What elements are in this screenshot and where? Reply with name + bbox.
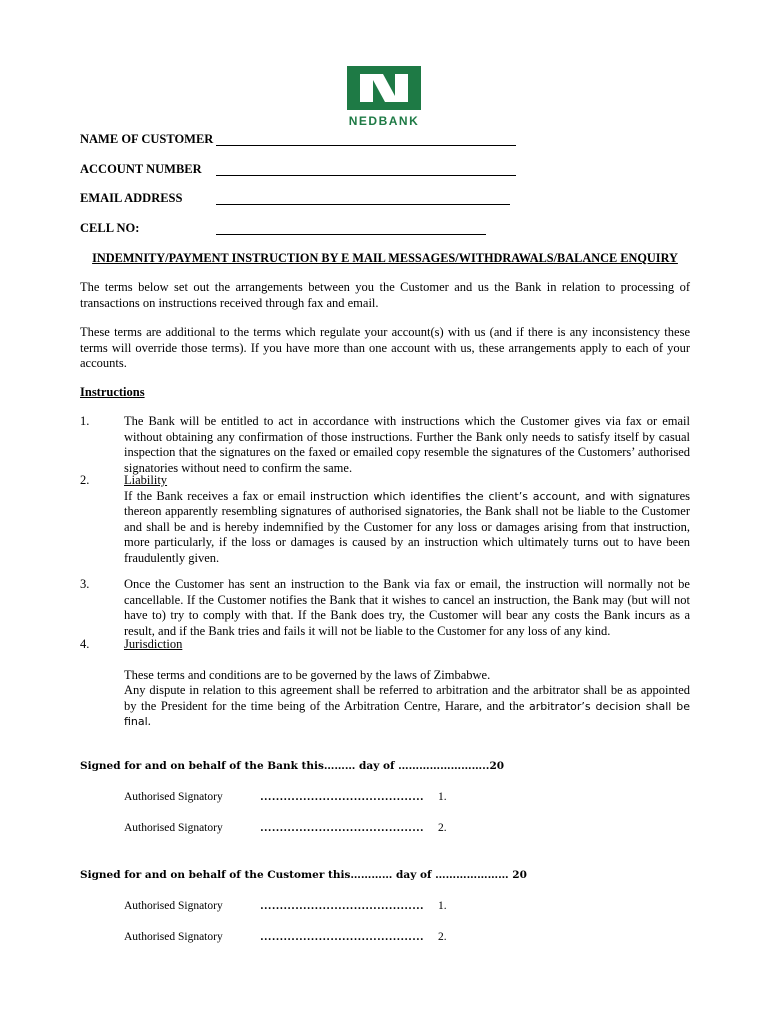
cell-no-field bbox=[80, 221, 216, 236]
signatory-number: 2. bbox=[438, 822, 447, 834]
logo-text: NEDBANK bbox=[348, 114, 420, 128]
jurisdiction-text-2c: . bbox=[147, 714, 151, 728]
bank-signed-line: Signed for and on behalf of the Bank this……… day of ……………………..20 bbox=[80, 760, 505, 772]
signature-line[interactable]: …………………………………… bbox=[260, 931, 424, 943]
signature-line[interactable]: …………………………………… bbox=[260, 900, 424, 912]
liability-text bbox=[124, 489, 690, 567]
jurisdiction-text-1: These terms and conditions are to be governed by the laws of Zimbabwe. bbox=[124, 667, 491, 682]
liability-text-b: instruction which identifies the client’s account, and with s bbox=[309, 489, 645, 503]
jurisdiction-title: Jurisdiction bbox=[124, 637, 183, 651]
field-label: EMAIL ADDRESS bbox=[80, 191, 183, 205]
bank-signatory-row-2 bbox=[124, 822, 447, 834]
jurisdiction-text-2b: arbitrator’s decision shall be final bbox=[124, 699, 691, 728]
item-number: 3. bbox=[80, 577, 90, 591]
instructions-heading: Instructions bbox=[80, 385, 145, 399]
signatory-number: 1. bbox=[438, 900, 447, 912]
customer-signed-line: Signed for and on behalf of the Customer this………… day of ………………… 20 bbox=[80, 869, 527, 881]
signatory-label: Authorised Signatory bbox=[124, 822, 223, 834]
jurisdiction-text-2 bbox=[124, 683, 690, 730]
jurisdiction-text-2a: Any dispute in relation to this agreement shall be referred to arbitration and the arbitrator shall be as appointed by the President for the time being of the Arbitration Centre, Harare, and the bbox=[124, 683, 690, 713]
item-text: Once the Customer has sent an instruction to the Bank via fax or email, the instruction will normally not be cancellable. If the Customer notifies the Bank that it wishes to cancel an instruction, the Bank may (but will not have to) try to comply with that. If the Bank does try, the Customer will bear any costs the Bank incurs as a result, and if the Bank tries and fails it will not be liable to the Customer for any loss of any kind. bbox=[124, 577, 690, 638]
item-body bbox=[124, 637, 690, 730]
email-address-line[interactable] bbox=[216, 204, 510, 205]
field-label: ACCOUNT NUMBER bbox=[80, 162, 202, 176]
item-number: 4. bbox=[80, 637, 90, 651]
signature-line[interactable]: …………………………………… bbox=[260, 791, 424, 803]
customer-signatory-row-1 bbox=[124, 900, 447, 912]
customer-name-field bbox=[80, 132, 216, 147]
document-heading: INDEMNITY/PAYMENT INSTRUCTION BY E MAIL MESSAGES/WITHDRAWALS/BALANCE ENQUIRY bbox=[92, 251, 678, 265]
field-label: CELL NO: bbox=[80, 221, 140, 235]
signatory-number: 1. bbox=[438, 791, 447, 803]
account-number-field bbox=[80, 162, 216, 177]
item-body bbox=[124, 473, 690, 566]
item-text: The Bank will be entitled to act in accordance with instructions which the Customer gives via fax or email without obtaining any confirmation of those instructions. Further the Bank only needs to satisfy itself by casual inspection that the signatures on the faxed or emailed copy resemble the signatures of the Customers’ authorised signatories without need to confirm the same. bbox=[124, 414, 690, 475]
signatory-number: 2. bbox=[438, 931, 447, 943]
customer-signatory-row-2 bbox=[124, 931, 447, 943]
item-number: 1. bbox=[80, 414, 90, 428]
signature-line[interactable]: …………………………………… bbox=[260, 822, 424, 834]
customer-name-line[interactable] bbox=[216, 145, 516, 146]
cell-no-line[interactable] bbox=[216, 234, 486, 235]
signatory-label: Authorised Signatory bbox=[124, 900, 223, 912]
liability-text-a: If the Bank receives a fax or email bbox=[124, 488, 310, 503]
intro-paragraph-1: The terms below set out the arrangements between you the Customer and us the Bank in relation to processing of transactions on instructions received through fax and email. bbox=[80, 280, 690, 310]
nedbank-n-icon bbox=[327, 62, 441, 114]
email-address-field bbox=[80, 191, 216, 206]
item-number: 2. bbox=[80, 473, 90, 487]
signatory-label: Authorised Signatory bbox=[124, 791, 223, 803]
signatory-label: Authorised Signatory bbox=[124, 931, 223, 943]
bank-signatory-row-1 bbox=[124, 791, 447, 803]
field-label: NAME OF CUSTOMER bbox=[80, 132, 214, 146]
liability-text-c: ignatures thereon apparently resembling signatures of authorised signatories, the Bank shall not be liable to the Customer and shall be and is hereby indemnified by the Customer for any loss or damages arising from that instruction, more particularly, if the loss or damages is caused by an instruction which ultimately turns out to have been fraudulently given. bbox=[124, 488, 690, 565]
intro-paragraph-2: These terms are additional to the terms which regulate your account(s) with us (and if there is any inconsistency these terms will override those terms). If you have more than one account with us, these arrangements apply to each of your accounts. bbox=[80, 325, 690, 370]
liability-title: Liability bbox=[124, 473, 168, 487]
nedbank-logo bbox=[327, 62, 441, 128]
account-number-line[interactable] bbox=[216, 175, 516, 176]
